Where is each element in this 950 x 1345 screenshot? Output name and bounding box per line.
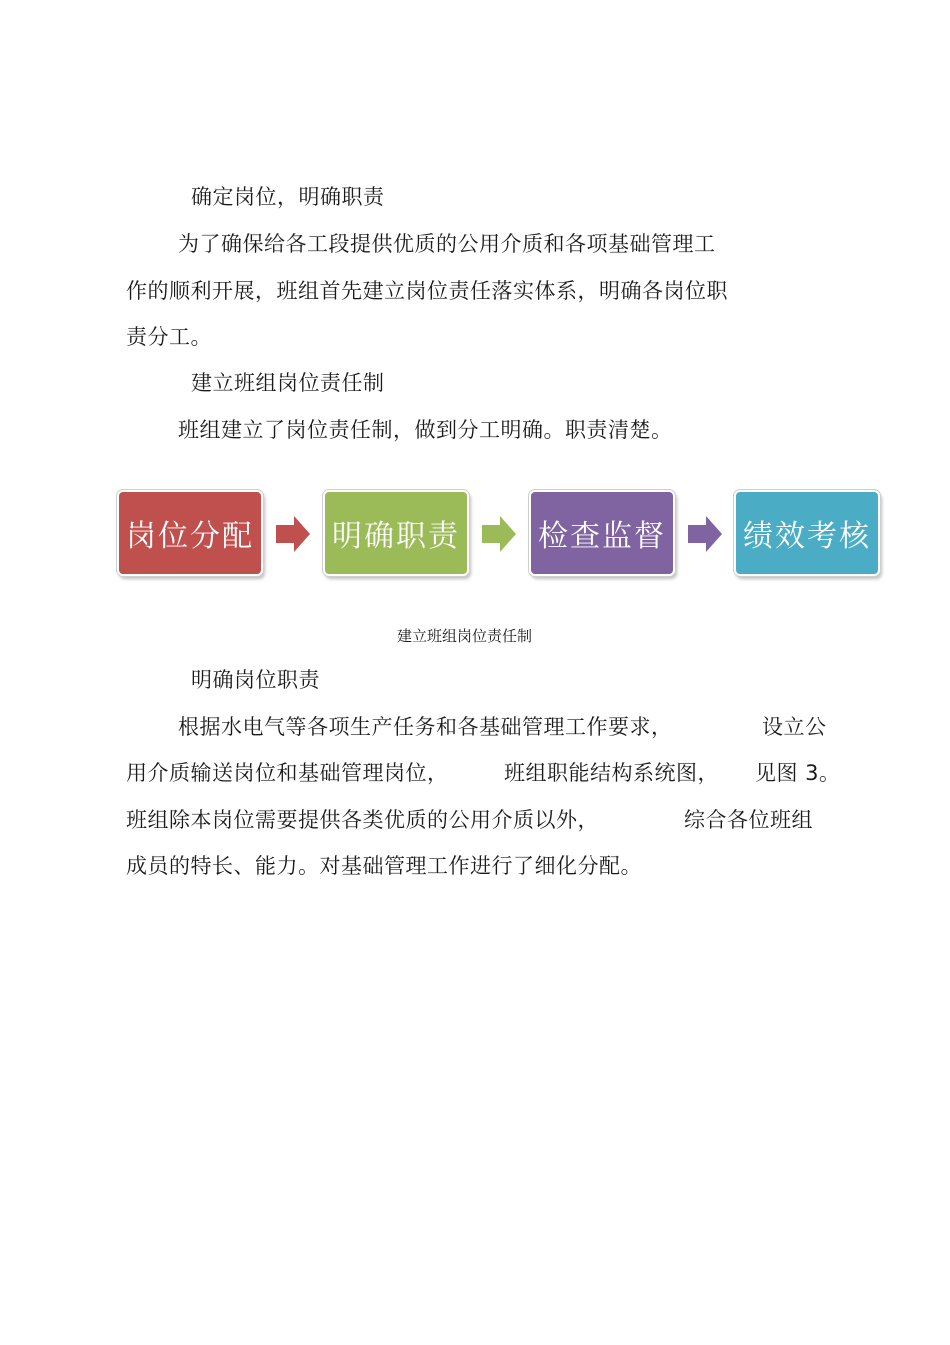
flow-step-assign-positions (117, 490, 263, 576)
paragraph-line-segment: 根据水电气等各项生产任务和各基础管理工作要求， (178, 715, 673, 739)
paragraph-line: 班组建立了岗位责任制，做到分工明确。职责清楚。 (178, 418, 673, 442)
flow-arrow-icon (688, 514, 724, 554)
figure-caption: 建立班组岗位责任制 (397, 627, 533, 645)
flow-step-inspect-supervise (529, 490, 675, 576)
paragraph-line: 为了确保给各工段提供优质的公用介质和各项基础管理工 (178, 232, 716, 256)
flow-step-label: 绩效考核 (743, 519, 871, 554)
section-heading-establish-responsibility: 建立班组岗位责任制 (191, 371, 385, 395)
paragraph-line-segment: 设立公 (762, 715, 827, 739)
paragraph-line: 作的顺利开展，班组首先建立岗位责任落实体系，明确各岗位职 (126, 279, 728, 303)
flow-step-performance-review (734, 490, 880, 576)
paragraph-line-segment: 班组除本岗位需要提供各类优质的公用介质以外， (126, 808, 599, 832)
flow-arrow-icon (482, 514, 518, 554)
flow-step-label: 明确职责 (332, 519, 460, 554)
section-heading-clarify-duties: 明确岗位职责 (191, 668, 320, 692)
section-heading-determine-positions: 确定岗位，明确职责 (191, 185, 385, 209)
flow-step-clarify-duties (323, 490, 469, 576)
paragraph-line: 责分工。 (126, 325, 212, 349)
paragraph-line-segment: 见图 3。 (755, 761, 841, 785)
paragraph-line-segment: 班组职能结构系统图， (504, 761, 719, 785)
paragraph-line-segment: 成员的特长、能力。对基础管理工作进行了细化分配。 (126, 854, 642, 878)
flow-step-label: 岗位分配 (126, 519, 254, 554)
paragraph-line-segment: 用介质输送岗位和基础管理岗位， (126, 761, 449, 785)
flow-step-label: 检查监督 (538, 519, 666, 554)
flow-arrow-icon (276, 514, 312, 554)
paragraph-line-segment: 综合各位班组 (684, 808, 813, 832)
